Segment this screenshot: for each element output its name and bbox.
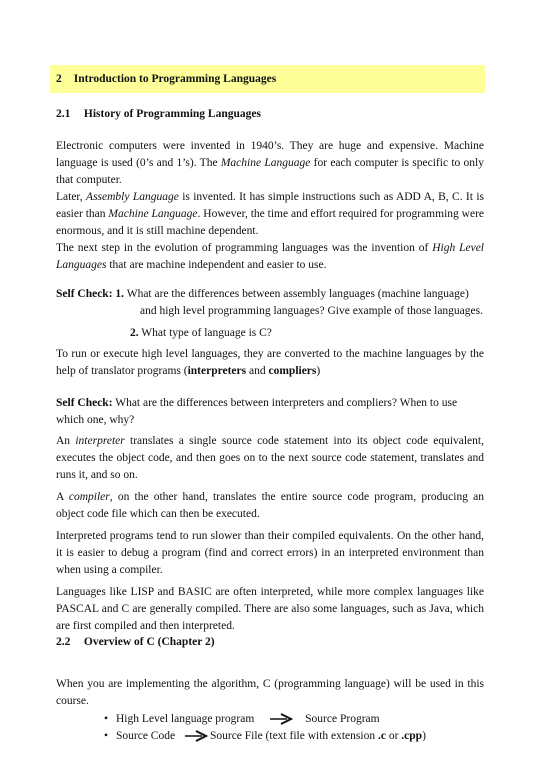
self-check-label: Self Check: [56, 288, 113, 300]
list-item: • Source Code Source File (text file with extension .c or .cpp) [104, 728, 426, 745]
right-arrow-icon [269, 713, 295, 725]
paragraph-interpreter: An interpreter translates a single source code statement into its object code equivalent, executes the object code, and then goes on to the next source code statement, translates and runs it, and so on. [56, 435, 484, 481]
section-heading [56, 73, 276, 85]
paragraph-high-level: The next step in the evolution of programming languages was the invention of High Level Languages that are machine independent and easier to use. [56, 242, 484, 271]
paragraph-history: Electronic computers were invented in 1940’s. They are huge and expensive. Machine language is used (0’s and 1’s). The Machine Language for each computer is specific to only that computer. [56, 140, 485, 186]
subsection-number: 2.1 [56, 108, 71, 120]
paragraph-compiler: A compiler, on the other hand, translates the entire source code program, producing an object code file which can then be executed. [56, 491, 484, 520]
section-title: Introduction to Programming Languages [73, 73, 277, 85]
self-check-1: Self Check: 1. What are the differences between assembly languages (machine language) and high level programming languages? Give example of those languages. 2. What type of language is C? [56, 288, 483, 339]
section-number: 2 [56, 73, 62, 85]
subsection-number: 2.2 [56, 636, 71, 648]
subsection-heading-2-2 [56, 636, 215, 648]
self-check-2: Self Check: What are the differences between interpreters and compliers? When to use which one, why? [56, 397, 458, 426]
bullet-icon: • [104, 713, 109, 725]
subsection-title: Overview of C (Chapter 2) [83, 636, 215, 648]
paragraph-implementing: When you are implementing the algorithm, C (programming language) will be used in this course. [56, 678, 484, 707]
bullet-icon: • [104, 730, 109, 742]
subsection-title: History of Programming Languages [83, 108, 261, 120]
paragraph-interpreted-speed: Interpreted programs tend to run slower than their compiled equivalents. On the other hand, it is easier to debug a program (find and correct errors) in an interpreted environment than when using a compiler. [56, 530, 484, 576]
paragraph-assembly: Later, Assembly Language is invented. It has simple instructions such as ADD A, B, C. It is easier than Machine Language. However, the time and effort required for programming were enormous, and it is still machine dependent. [56, 191, 484, 237]
right-arrow-icon [184, 730, 210, 742]
paragraph-language-examples: Languages like LISP and BASIC are often interpreted, while more complex languages like PASCAL and C are generally compiled. There are also some languages, such as Java, which are first compiled and then interpreted. [56, 586, 484, 632]
list-item: • High Level language program Source Program [104, 711, 380, 728]
section-heading-bar [50, 65, 485, 93]
subsection-heading-2-1 [56, 108, 261, 120]
paragraph-translators: To run or execute high level languages, they are converted to the machine languages by the help of translator programs (interpreters and compliers) [56, 348, 484, 377]
